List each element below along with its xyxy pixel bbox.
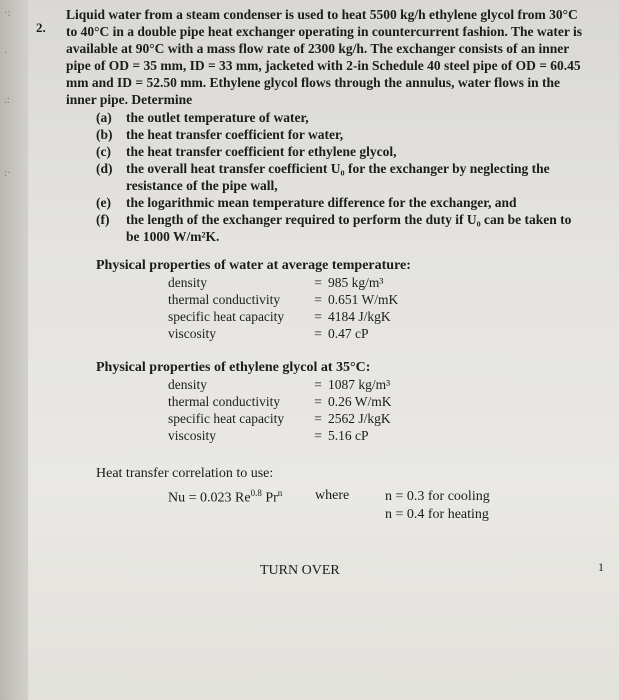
question-item bbox=[96, 211, 586, 245]
property-value: 985 kg/m³ bbox=[328, 275, 384, 290]
item-text: the overall heat transfer coefficient U₀ for the exchanger by neglecting the resistance of the pipe wall, bbox=[126, 161, 550, 193]
property-name: viscosity bbox=[168, 428, 217, 443]
item-label: (e) bbox=[96, 195, 111, 210]
equals-sign: = bbox=[314, 394, 322, 409]
property-name: thermal conductivity bbox=[168, 292, 281, 307]
glycol-properties-table bbox=[168, 376, 392, 444]
n-conditions bbox=[385, 488, 490, 524]
equals-sign: = bbox=[314, 275, 322, 290]
property-row bbox=[168, 308, 398, 325]
n-cooling: n = 0.3 for cooling bbox=[385, 489, 490, 504]
correlation-title: Heat transfer correlation to use: bbox=[96, 466, 274, 481]
item-label: (f) bbox=[96, 212, 110, 227]
where-word: where bbox=[315, 488, 350, 503]
property-name: viscosity bbox=[168, 326, 217, 341]
water-properties-table bbox=[168, 274, 398, 342]
equals-sign: = bbox=[314, 411, 322, 426]
turn-over-text: TURN OVER bbox=[260, 563, 340, 578]
property-value: 5.16 cP bbox=[328, 428, 369, 443]
property-name: density bbox=[168, 377, 207, 392]
equals-sign: = bbox=[314, 309, 322, 324]
property-value: 4184 J/kgK bbox=[328, 309, 391, 324]
property-value: 2562 J/kgK bbox=[328, 411, 391, 426]
item-text: the heat transfer coefficient for ethylene glycol, bbox=[126, 144, 397, 159]
property-name: specific heat capacity bbox=[168, 411, 285, 426]
question-item bbox=[96, 126, 586, 143]
glycol-properties-title: Physical properties of ethylene glycol at 35°C: bbox=[96, 360, 371, 375]
property-name: density bbox=[168, 275, 207, 290]
question-items bbox=[96, 109, 586, 245]
equals-sign: = bbox=[314, 428, 322, 443]
question-item bbox=[96, 160, 586, 194]
property-row bbox=[168, 376, 392, 393]
page-margin-shadow bbox=[0, 0, 28, 700]
property-row bbox=[168, 325, 398, 342]
item-text: the logarithmic mean temperature difference for the exchanger, and bbox=[126, 195, 517, 210]
property-value: 0.26 W/mK bbox=[328, 394, 392, 409]
item-text: the outlet temperature of water, bbox=[126, 110, 309, 125]
margin-speck: ·: bbox=[4, 7, 11, 19]
property-row bbox=[168, 410, 392, 427]
re-exponent: 0.8 bbox=[250, 488, 262, 498]
question-item bbox=[96, 143, 586, 160]
item-label: (c) bbox=[96, 144, 111, 159]
property-row bbox=[168, 291, 398, 308]
margin-speck: .: bbox=[4, 94, 10, 106]
property-row bbox=[168, 393, 392, 410]
problem-statement bbox=[66, 6, 586, 245]
property-name: thermal conductivity bbox=[168, 394, 281, 409]
property-value: 0.47 cP bbox=[328, 326, 369, 341]
question-number: 2. bbox=[36, 20, 46, 35]
problem-intro: Liquid water from a steam condenser is used to heat 5500 kg/h ethylene glycol from 30°C to 40°C in a double pipe heat exchanger operating in countercurrent fashion. The water is available at 90°C with a mass flow rate of 2300 kg/h. The exchanger consists of an inner pipe of OD = 35 mm, ID = 33 mm, jacketed with 2-in Schedule 40 steel pipe of OD = 60.45 mm and ID = 52.50 mm. Ethylene glycol flows through the annulus, water flows in the inner pipe. Determine bbox=[66, 7, 583, 107]
item-label: (d) bbox=[96, 161, 113, 176]
equals-sign: = bbox=[314, 377, 322, 392]
item-label: (b) bbox=[96, 127, 113, 142]
question-item bbox=[96, 194, 586, 211]
property-value: 0.651 W/mK bbox=[328, 292, 399, 307]
pr-exponent: n bbox=[277, 488, 283, 498]
formula-pr: Pr bbox=[261, 490, 278, 506]
property-name: specific heat capacity bbox=[168, 309, 285, 324]
equals-sign: = bbox=[314, 292, 322, 307]
equals-sign: = bbox=[314, 326, 322, 341]
property-row bbox=[168, 274, 398, 291]
formula-lhs: Nu = 0.023 Re bbox=[168, 490, 251, 506]
property-row bbox=[168, 427, 392, 444]
item-text: the length of the exchanger required to perform the duty if U₀ can be taken to be 1000 W/m²K. bbox=[126, 212, 572, 244]
nusselt-formula bbox=[168, 488, 282, 507]
margin-speck: :· bbox=[4, 167, 11, 179]
page-number: 1 bbox=[598, 560, 604, 574]
item-text: the heat transfer coefficient for water, bbox=[126, 127, 344, 142]
water-properties-title: Physical properties of water at average temperature: bbox=[96, 258, 411, 273]
item-label: (a) bbox=[96, 110, 112, 125]
question-item bbox=[96, 109, 586, 126]
property-value: 1087 kg/m³ bbox=[328, 377, 391, 392]
margin-speck: · bbox=[4, 47, 8, 59]
n-heating: n = 0.4 for heating bbox=[385, 507, 489, 522]
